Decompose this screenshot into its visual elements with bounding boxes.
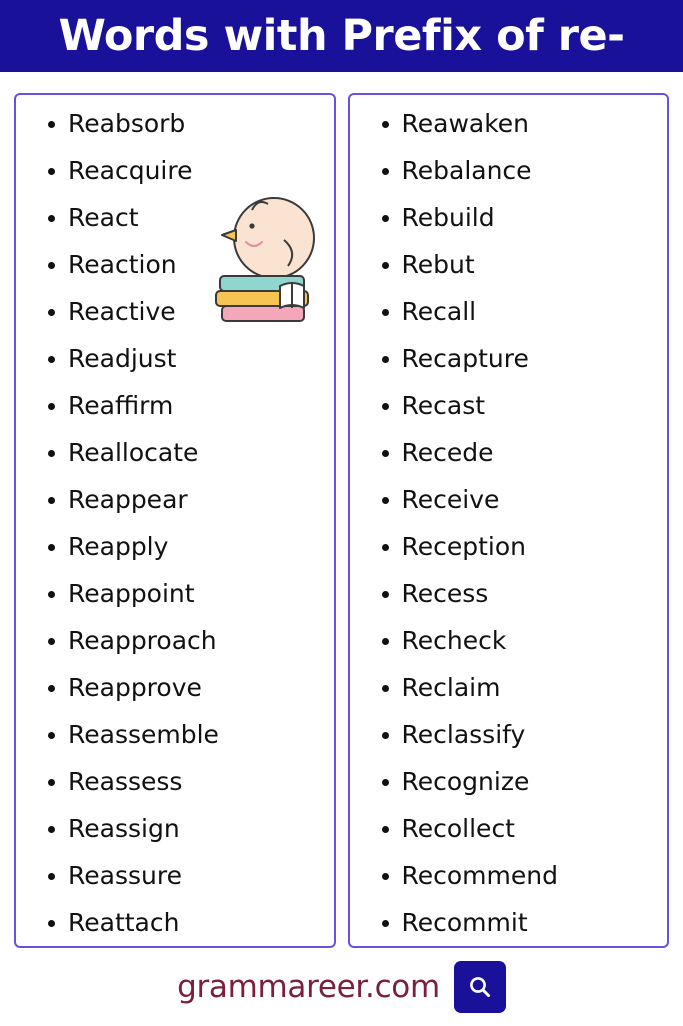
list-item: Reallocate [26,440,324,465]
list-item: Reapply [26,534,324,559]
list-item: Reaffirm [26,393,324,418]
list-item: Reapproach [26,628,324,653]
list-item: Reclaim [360,675,658,700]
list-item: Rebalance [360,158,658,183]
list-item: Reactive [26,299,324,324]
search-badge[interactable] [454,961,506,1013]
right-word-list [360,111,658,935]
list-item: Reception [360,534,658,559]
list-item: Reacquire [26,158,324,183]
list-item: Readjust [26,346,324,371]
list-item: Reclassify [360,722,658,747]
list-item: Recede [360,440,658,465]
word-columns [0,72,683,948]
list-item: Recommit [360,910,658,935]
search-icon [467,974,493,1000]
list-item: Recast [360,393,658,418]
list-item: Reappear [26,487,324,512]
list-item: Recess [360,581,658,606]
list-item: Reassign [26,816,324,841]
list-item: Rebuild [360,205,658,230]
list-item: Reattach [26,910,324,935]
left-word-list [26,111,324,935]
list-item: Recapture [360,346,658,371]
list-item: Reaction [26,252,324,277]
right-column-box [348,93,670,948]
list-item: Recommend [360,863,658,888]
list-item: Reapprove [26,675,324,700]
list-item: Reassemble [26,722,324,747]
list-item: Reassure [26,863,324,888]
list-item: Recognize [360,769,658,794]
list-item: Receive [360,487,658,512]
page-footer [0,948,683,1026]
list-item: Reappoint [26,581,324,606]
list-item: Recollect [360,816,658,841]
page-header [0,0,683,72]
list-item: Reassess [26,769,324,794]
list-item: Recheck [360,628,658,653]
page-title: Words with Prefix of re- [58,10,625,61]
list-item: Recall [360,299,658,324]
list-item: React [26,205,324,230]
list-item: Rebut [360,252,658,277]
list-item: Reabsorb [26,111,324,136]
list-item: Reawaken [360,111,658,136]
left-column-box [14,93,336,948]
site-name: grammareer.com [177,969,440,1005]
